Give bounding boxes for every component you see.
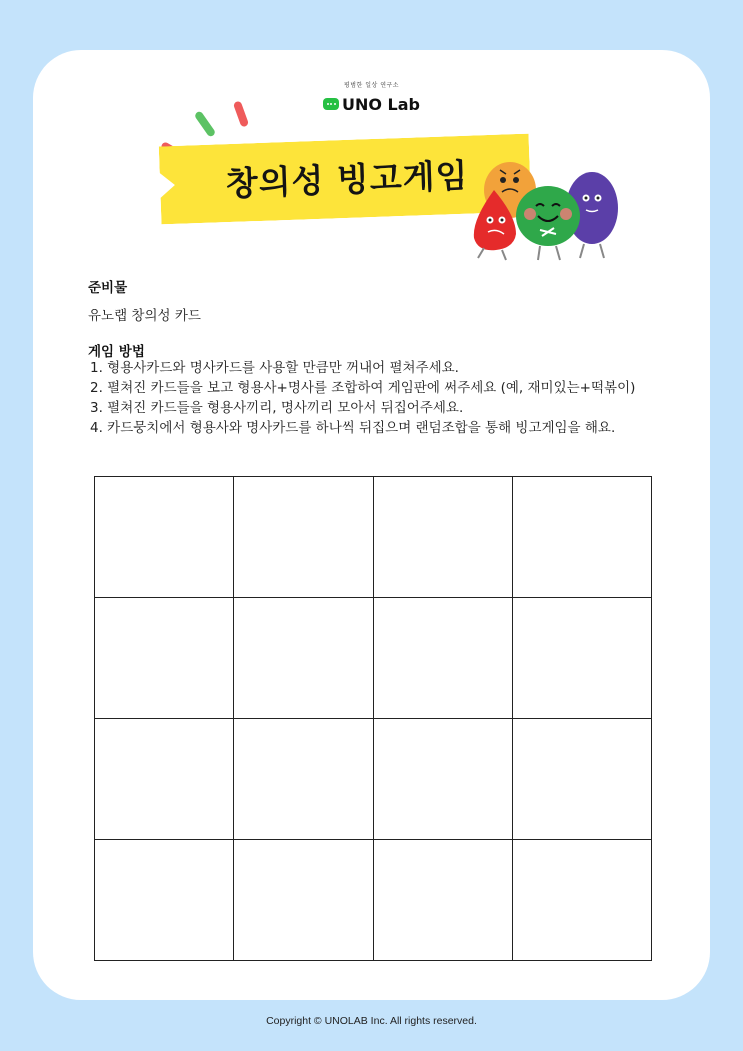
- howto-steps-list: [90, 358, 635, 438]
- howto-step: 4. 카드뭉치에서 형용사와 명사카드를 하나씩 뒤집으며 랜덤조합을 통해 빙고게임을 해요.: [90, 420, 616, 436]
- page-title: 창의성 빙고게임: [225, 155, 469, 204]
- bingo-cell[interactable]: [234, 598, 373, 719]
- materials-text: 유노랩 창의성 카드: [88, 308, 201, 324]
- chat-bubble-icon: [323, 98, 339, 110]
- materials-heading: 준비물: [88, 280, 128, 296]
- bingo-cell[interactable]: [513, 719, 652, 840]
- bingo-cell[interactable]: [513, 598, 652, 719]
- mascot-characters-illustration: [468, 150, 638, 265]
- green-character-icon: [516, 186, 580, 260]
- howto-step: 2. 펼쳐진 카드들을 보고 형용사+명사를 조합하여 게임판에 써주세요 (예, 재미있는+떡볶이): [90, 380, 636, 396]
- howto-step: 3. 펼쳐진 카드들을 형용사끼리, 명사끼리 모아서 뒤집어주세요.: [90, 400, 464, 416]
- bingo-cell[interactable]: [234, 840, 373, 961]
- bingo-cell[interactable]: [374, 477, 513, 598]
- howto-heading: 게임 방법: [88, 344, 145, 360]
- copyright-footer: Copyright © UNOLAB Inc. All rights reserved.: [266, 1015, 477, 1027]
- bingo-cell[interactable]: [374, 719, 513, 840]
- logo-tagline: 평범한 일상 연구소: [343, 82, 400, 89]
- bingo-cell[interactable]: [234, 719, 373, 840]
- bingo-cell[interactable]: [374, 598, 513, 719]
- brand-logo: [0, 82, 743, 114]
- bingo-cell[interactable]: [95, 840, 234, 961]
- logo-name: UNO Lab: [342, 94, 420, 114]
- bingo-cell[interactable]: [513, 840, 652, 961]
- bingo-cell[interactable]: [95, 719, 234, 840]
- bingo-cell[interactable]: [95, 598, 234, 719]
- bingo-cell[interactable]: [513, 477, 652, 598]
- bingo-board: [94, 476, 652, 961]
- bingo-cell[interactable]: [234, 477, 373, 598]
- bingo-cell[interactable]: [374, 840, 513, 961]
- bingo-cell[interactable]: [95, 477, 234, 598]
- howto-step: 1. 형용사카드와 명사카드를 사용할 만큼만 꺼내어 펼쳐주세요.: [90, 360, 459, 376]
